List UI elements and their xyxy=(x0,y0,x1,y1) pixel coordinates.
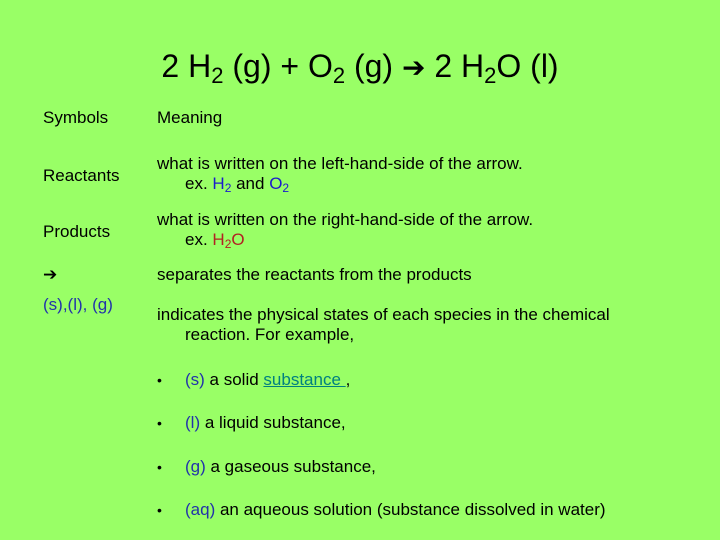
example-formula: H xyxy=(212,230,225,249)
state-code: (l) xyxy=(185,413,201,432)
bullet-icon: • xyxy=(157,372,162,388)
state-text: a liquid substance, xyxy=(200,413,346,432)
example-formula: O xyxy=(269,174,283,193)
state-text-end: , xyxy=(345,370,351,389)
water-link[interactable]: water xyxy=(558,500,600,519)
state-text: a gaseous substance, xyxy=(205,457,376,476)
state-code: (aq) xyxy=(185,500,216,519)
equation-subscript: 2 xyxy=(332,63,346,88)
example-formula: O xyxy=(231,230,245,249)
list-item xyxy=(157,413,346,433)
header-meaning: Meaning xyxy=(157,108,223,127)
symbol-states: (s),(l), (g) xyxy=(43,295,113,314)
example-subscript: 2 xyxy=(224,237,232,251)
equation-part: (g) + O xyxy=(223,48,333,84)
list-item xyxy=(157,457,376,477)
bullet-icon: • xyxy=(157,415,162,431)
arrow-icon: ➔ xyxy=(401,51,426,84)
bullet-icon: • xyxy=(157,459,162,475)
state-text-end: ) xyxy=(599,500,606,519)
equation-part: O (l) xyxy=(496,48,559,84)
meaning-states xyxy=(157,305,610,345)
list-item xyxy=(157,370,350,390)
substance-link[interactable]: substance xyxy=(263,370,346,389)
example-prefix: ex. xyxy=(185,230,213,249)
state-text: an aqueous solution (substance dissolved in xyxy=(215,500,559,519)
meaning-text: what is written on the left-hand-side of the arrow. xyxy=(157,154,523,173)
equation-part: 2 H xyxy=(425,48,485,84)
state-code: (g) xyxy=(185,457,206,476)
list-item xyxy=(157,500,606,520)
state-text: a solid xyxy=(204,370,264,389)
example-line xyxy=(157,174,523,194)
bullet-icon: • xyxy=(157,502,162,518)
example-line xyxy=(157,230,533,250)
example-formula: H xyxy=(212,174,225,193)
example-subscript: 2 xyxy=(282,181,290,195)
symbol-products: Products xyxy=(43,222,111,241)
header-symbols: Symbols xyxy=(43,108,109,127)
equation-subscript: 2 xyxy=(211,63,224,88)
equation-part: 2 H xyxy=(161,48,212,84)
meaning-text: indicates the physical states of each species in the chemical xyxy=(157,305,610,324)
example-prefix: ex. xyxy=(185,174,213,193)
example-subscript: 2 xyxy=(224,181,232,195)
arrow-icon: ➔ xyxy=(43,265,58,285)
equation-part: (g) xyxy=(345,48,402,84)
example-conjunction: and xyxy=(231,174,270,193)
meaning-text: what is written on the right-hand-side of the arrow. xyxy=(157,210,534,229)
state-code: (s) xyxy=(185,370,205,389)
equation-subscript: 2 xyxy=(484,63,497,88)
equation-title xyxy=(0,46,720,88)
meaning-reactants xyxy=(157,154,523,194)
meaning-arrow: separates the reactants from the products xyxy=(157,265,472,284)
meaning-text-continued: reaction. For example, xyxy=(185,325,355,344)
meaning-products xyxy=(157,210,533,250)
symbol-reactants: Reactants xyxy=(43,166,120,185)
